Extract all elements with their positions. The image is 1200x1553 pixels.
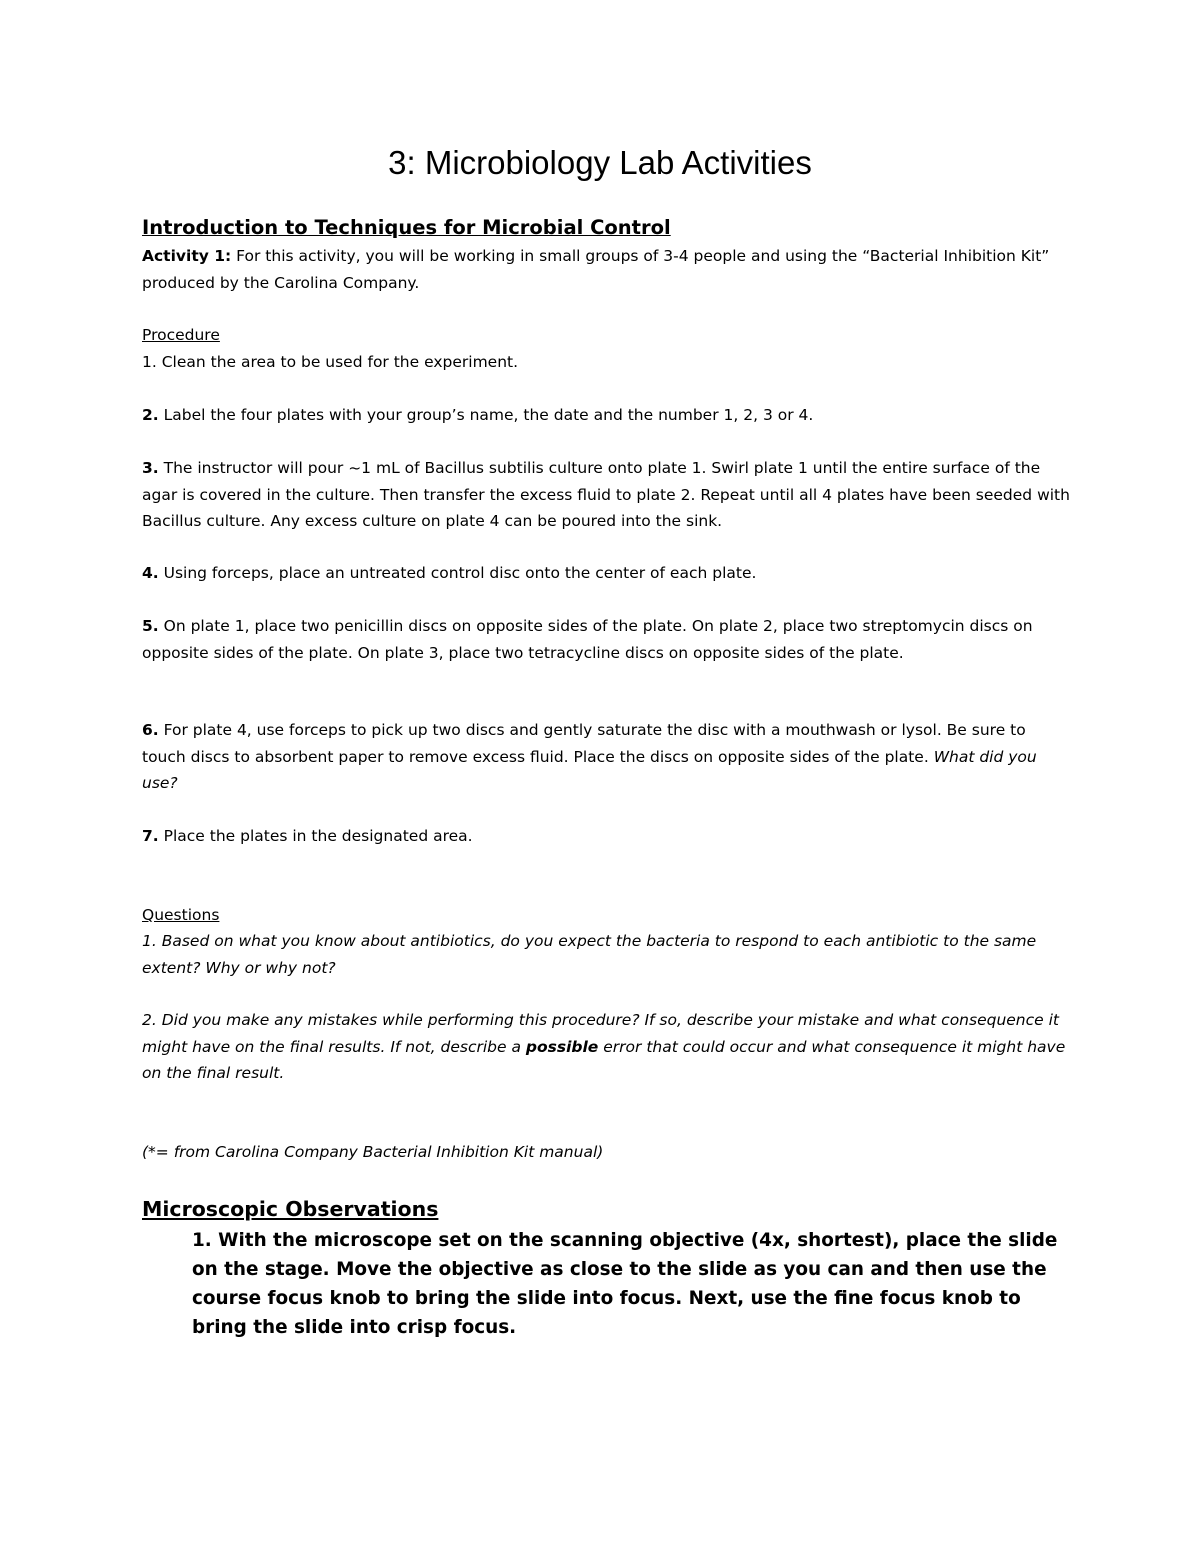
question-1: 1. Based on what you know about antibiotics, do you expect the bacteria to respond to each antibiotic to the same extent? Why or why not? [142,932,1037,977]
step-number: 1. [142,353,157,371]
question-2-emphasis: possible [525,1037,599,1056]
step-number: 2. [142,406,159,424]
step-text: Using forceps, place an untreated control disc onto the center of each plate. [158,564,757,582]
question-2-text: 2. Did you make any mistakes while performing this procedure? If so, describe your mistake and what consequence it might have on the final results. If not, describe a [142,1011,1059,1056]
procedure-step-4 [142,560,1072,587]
procedure-step-3 [142,455,1072,535]
procedure-step-5 [142,613,1072,666]
procedure-step-7 [142,823,1072,850]
microscopic-heading: Microscopic Observations [142,1197,439,1221]
activity-text: For this activity, you will be working in small groups of 3-4 people and using the “Bacterial Inhibition Kit” produced by the Carolina Company. [142,247,1050,292]
step-text: For plate 4, use forceps to pick up two discs and gently saturate the disc with a mouthwash or lysol. Be sure to touch discs to absorbent paper to remove excess fluid. Place the discs on opposite sides of the plate. [142,721,1026,766]
procedure-step-2 [142,402,1072,429]
step-number: 3. [142,459,159,477]
step-number: 4. [142,564,159,582]
procedure-step-1 [142,349,1072,376]
step-text: Label the four plates with your group’s name, the date and the number 1, 2, 3 or 4. [158,406,814,424]
intro-heading: Introduction to Techniques for Microbial Control [142,216,671,239]
step-text: Place the plates in the designated area. [158,827,473,845]
questions-heading: Questions [142,906,220,924]
question-2-text-end: error that could occur and what consequence it might have on the final result. [142,1037,1066,1082]
activity-label: Activity 1: [142,247,232,265]
step-question: What did you use? [142,747,1037,792]
step-number: 7. [142,827,159,845]
microscopic-step-1: 1. With the microscope set on the scanning objective (4x, shortest), place the slide on the stage. Move the objective as close to the slide as you can and then use the course focus knob to bring the slide into focus. Next, use the fine focus knob to bring the slide into crisp focus. [192,1230,1058,1338]
step-text: On plate 1, place two penicillin discs on opposite sides of the plate. On plate 2, place two streptomycin discs on opposite sides of the plate. On plate 3, place two tetracycline discs on opposite sides of the plate. [142,617,1033,662]
activity-paragraph [142,243,1072,296]
source-note: (*= from Carolina Company Bacterial Inhibition Kit manual) [142,1143,604,1161]
procedure-step-6 [142,717,1072,797]
step-number: 6. [142,721,159,739]
question-2 [142,1007,1072,1087]
step-text: Clean the area to be used for the experiment. [156,353,519,371]
step-text: The instructor will pour ~1 mL of Bacillus subtilis culture onto plate 1. Swirl plate 1 until the entire surface of the agar is covered in the culture. Then transfer the excess fluid to plate 2. Repeat until all 4 plates have been seeded with Bacillus culture. Any excess culture on plate 4 can be poured into the sink. [142,459,1070,530]
page-title: 3: Microbiology Lab Activities [388,144,812,181]
procedure-heading: Procedure [142,326,220,344]
step-number: 5. [142,617,159,635]
